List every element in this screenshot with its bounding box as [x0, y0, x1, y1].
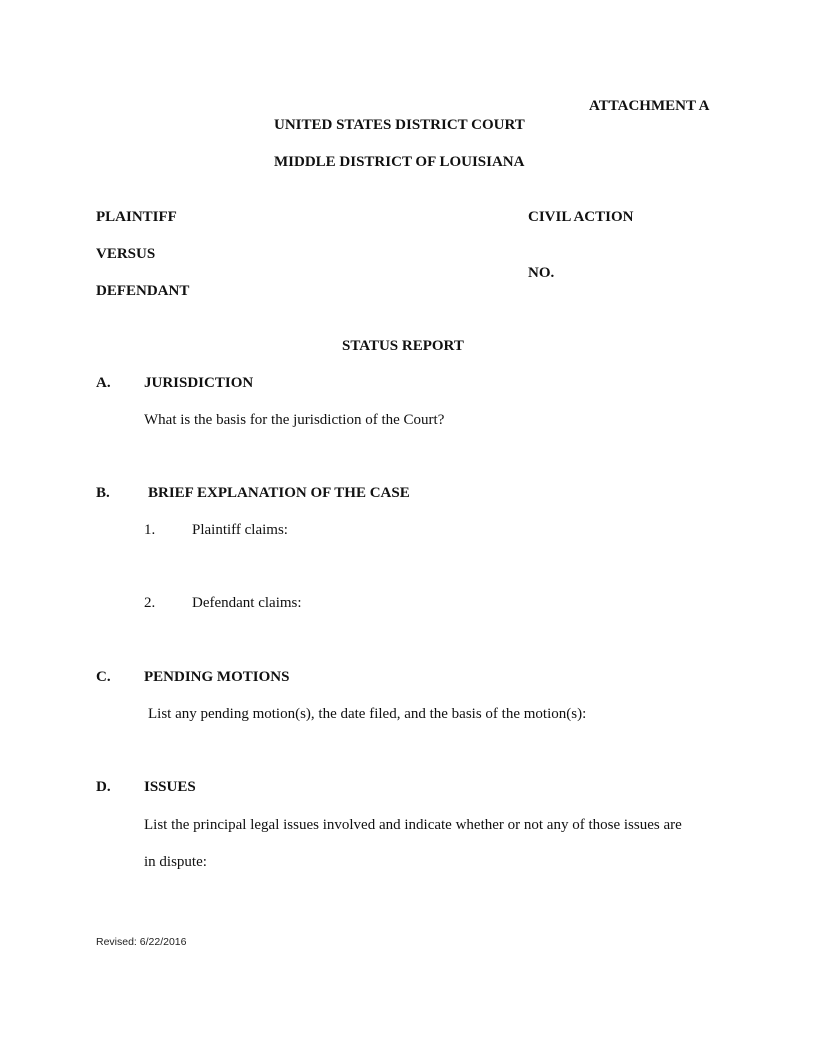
document-title: STATUS REPORT — [342, 338, 464, 354]
section-b-item-1-label: Plaintiff claims: — [192, 522, 288, 538]
section-b-item-1-number: 1. — [144, 522, 156, 538]
court-name: UNITED STATES DISTRICT COURT — [274, 117, 525, 133]
section-d-prompt-line-2: in dispute: — [144, 854, 207, 870]
section-c-letter: C. — [96, 669, 111, 685]
section-a-prompt: What is the basis for the jurisdiction of the Court? — [144, 412, 445, 428]
section-b-heading: BRIEF EXPLANATION OF THE CASE — [148, 485, 410, 501]
section-b-letter: B. — [96, 485, 110, 501]
section-b-item-2-number: 2. — [144, 595, 156, 611]
section-c-heading: PENDING MOTIONS — [144, 669, 290, 685]
section-c-prompt: List any pending motion(s), the date filed, and the basis of the motion(s): — [148, 706, 587, 722]
section-b-item-2-label: Defendant claims: — [192, 595, 302, 611]
versus-label: VERSUS — [96, 246, 156, 262]
revision-date: Revised: 6/22/2016 — [96, 936, 187, 948]
defendant-label: DEFENDANT — [96, 283, 190, 299]
case-number-label: NO. — [528, 265, 555, 281]
plaintiff-label: PLAINTIFF — [96, 209, 177, 225]
attachment-label: ATTACHMENT A — [589, 98, 710, 114]
section-a-heading: JURISDICTION — [144, 375, 254, 391]
section-a-letter: A. — [96, 375, 111, 391]
section-d-letter: D. — [96, 779, 111, 795]
section-d-prompt-line-1: List the principal legal issues involved and indicate whether or not any of those issues are — [144, 817, 682, 833]
civil-action-label: CIVIL ACTION — [528, 209, 634, 225]
section-d-heading: ISSUES — [144, 779, 196, 795]
district-name: MIDDLE DISTRICT OF LOUISIANA — [274, 154, 525, 170]
